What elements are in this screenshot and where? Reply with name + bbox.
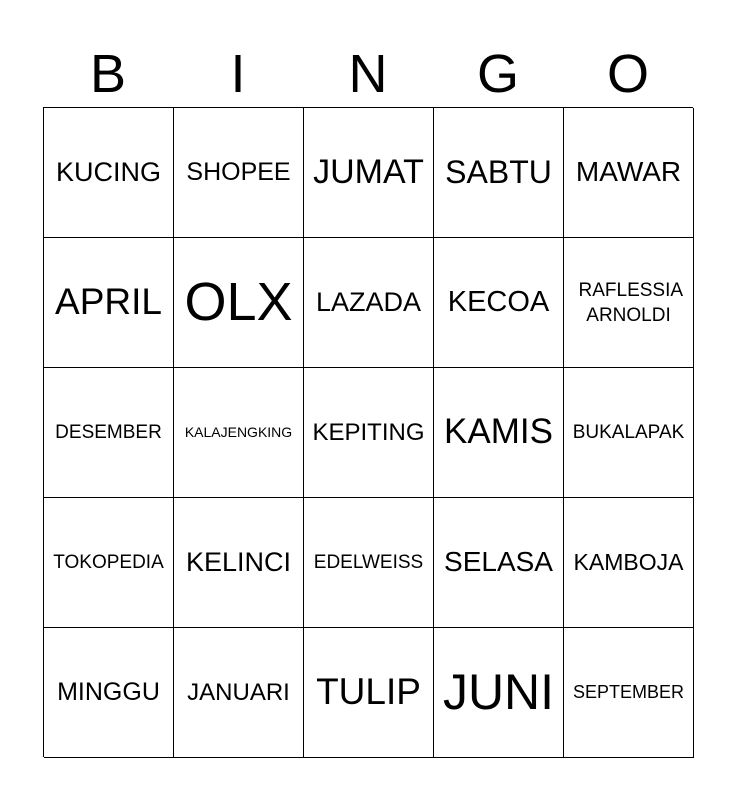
cell-label: LAZADA — [315, 286, 422, 317]
bingo-cell-r2-c5 — [564, 238, 694, 368]
bingo-cell-r2-c4 — [434, 238, 564, 368]
bingo-cell-r1-c5 — [564, 108, 694, 238]
header-letter-o: O — [606, 44, 649, 104]
cell-label: KECOA — [447, 285, 550, 318]
bingo-cell-r4-c1 — [44, 498, 174, 628]
bingo-cell-r4-c2 — [174, 498, 304, 628]
cell-label: SHOPEE — [186, 158, 291, 187]
header-letter-n: N — [348, 44, 388, 104]
bingo-cell-r4-c5 — [564, 498, 694, 628]
cell-label: MAWAR — [575, 156, 682, 188]
header-letter-g: G — [476, 44, 519, 104]
bingo-cell-r1-c2 — [174, 108, 304, 238]
cell-label: BUKALAPAK — [572, 421, 685, 443]
cell-label: OLX — [184, 272, 293, 333]
bingo-cell-r2-c1 — [44, 238, 174, 368]
header-letter-b: B — [89, 44, 127, 104]
bingo-grid — [43, 107, 693, 757]
cell-label: SEPTEMBER — [572, 682, 685, 703]
bingo-cell-r3-c2 — [174, 368, 304, 498]
bingo-cell-r1-c1 — [44, 108, 174, 238]
cell-label: JUNI — [442, 663, 555, 720]
bingo-cell-r1-c4 — [434, 108, 564, 238]
bingo-cell-r5-c5 — [564, 628, 694, 758]
bingo-cell-r3-c5 — [564, 368, 694, 498]
cell-label: MINGGU — [57, 678, 160, 707]
cell-label: TULIP — [316, 671, 421, 713]
cell-label: SABTU — [445, 154, 552, 191]
cell-label: KAMIS — [444, 412, 553, 452]
cell-label: KELINCI — [185, 546, 292, 577]
bingo-cell-r5-c3 — [304, 628, 434, 758]
bingo-cell-r5-c4 — [434, 628, 564, 758]
header-letter-i: I — [230, 44, 246, 104]
cell-label: APRIL — [55, 281, 162, 323]
cell-label: KAMBOJA — [573, 549, 684, 576]
cell-label: SELASA — [444, 546, 553, 578]
cell-label: KEPITING — [312, 418, 425, 446]
cell-label: JUMAT — [313, 152, 424, 191]
bingo-cell-r3-c1 — [44, 368, 174, 498]
bingo-cell-r3-c4 — [434, 368, 564, 498]
cell-label: RAFLESSIA ARNOLDI — [578, 279, 684, 326]
bingo-cell-r2-c3 — [304, 238, 434, 368]
cell-label: KALAJENGKING — [184, 424, 293, 441]
bingo-cell-r4-c4 — [434, 498, 564, 628]
bingo-cell-r3-c3 — [304, 368, 434, 498]
bingo-cell-r1-c3 — [304, 108, 434, 238]
cell-label: JANUARI — [187, 678, 290, 706]
bingo-cell-r2-c2 — [174, 238, 304, 368]
bingo-cell-r5-c1 — [44, 628, 174, 758]
cell-label: TOKOPEDIA — [53, 551, 164, 573]
cell-label: EDELWEISS — [313, 551, 424, 573]
bingo-header — [43, 40, 693, 108]
bingo-cell-r5-c2 — [174, 628, 304, 758]
cell-label: DESEMBER — [55, 421, 162, 443]
cell-label: KUCING — [55, 156, 161, 187]
bingo-cell-r4-c3 — [304, 498, 434, 628]
